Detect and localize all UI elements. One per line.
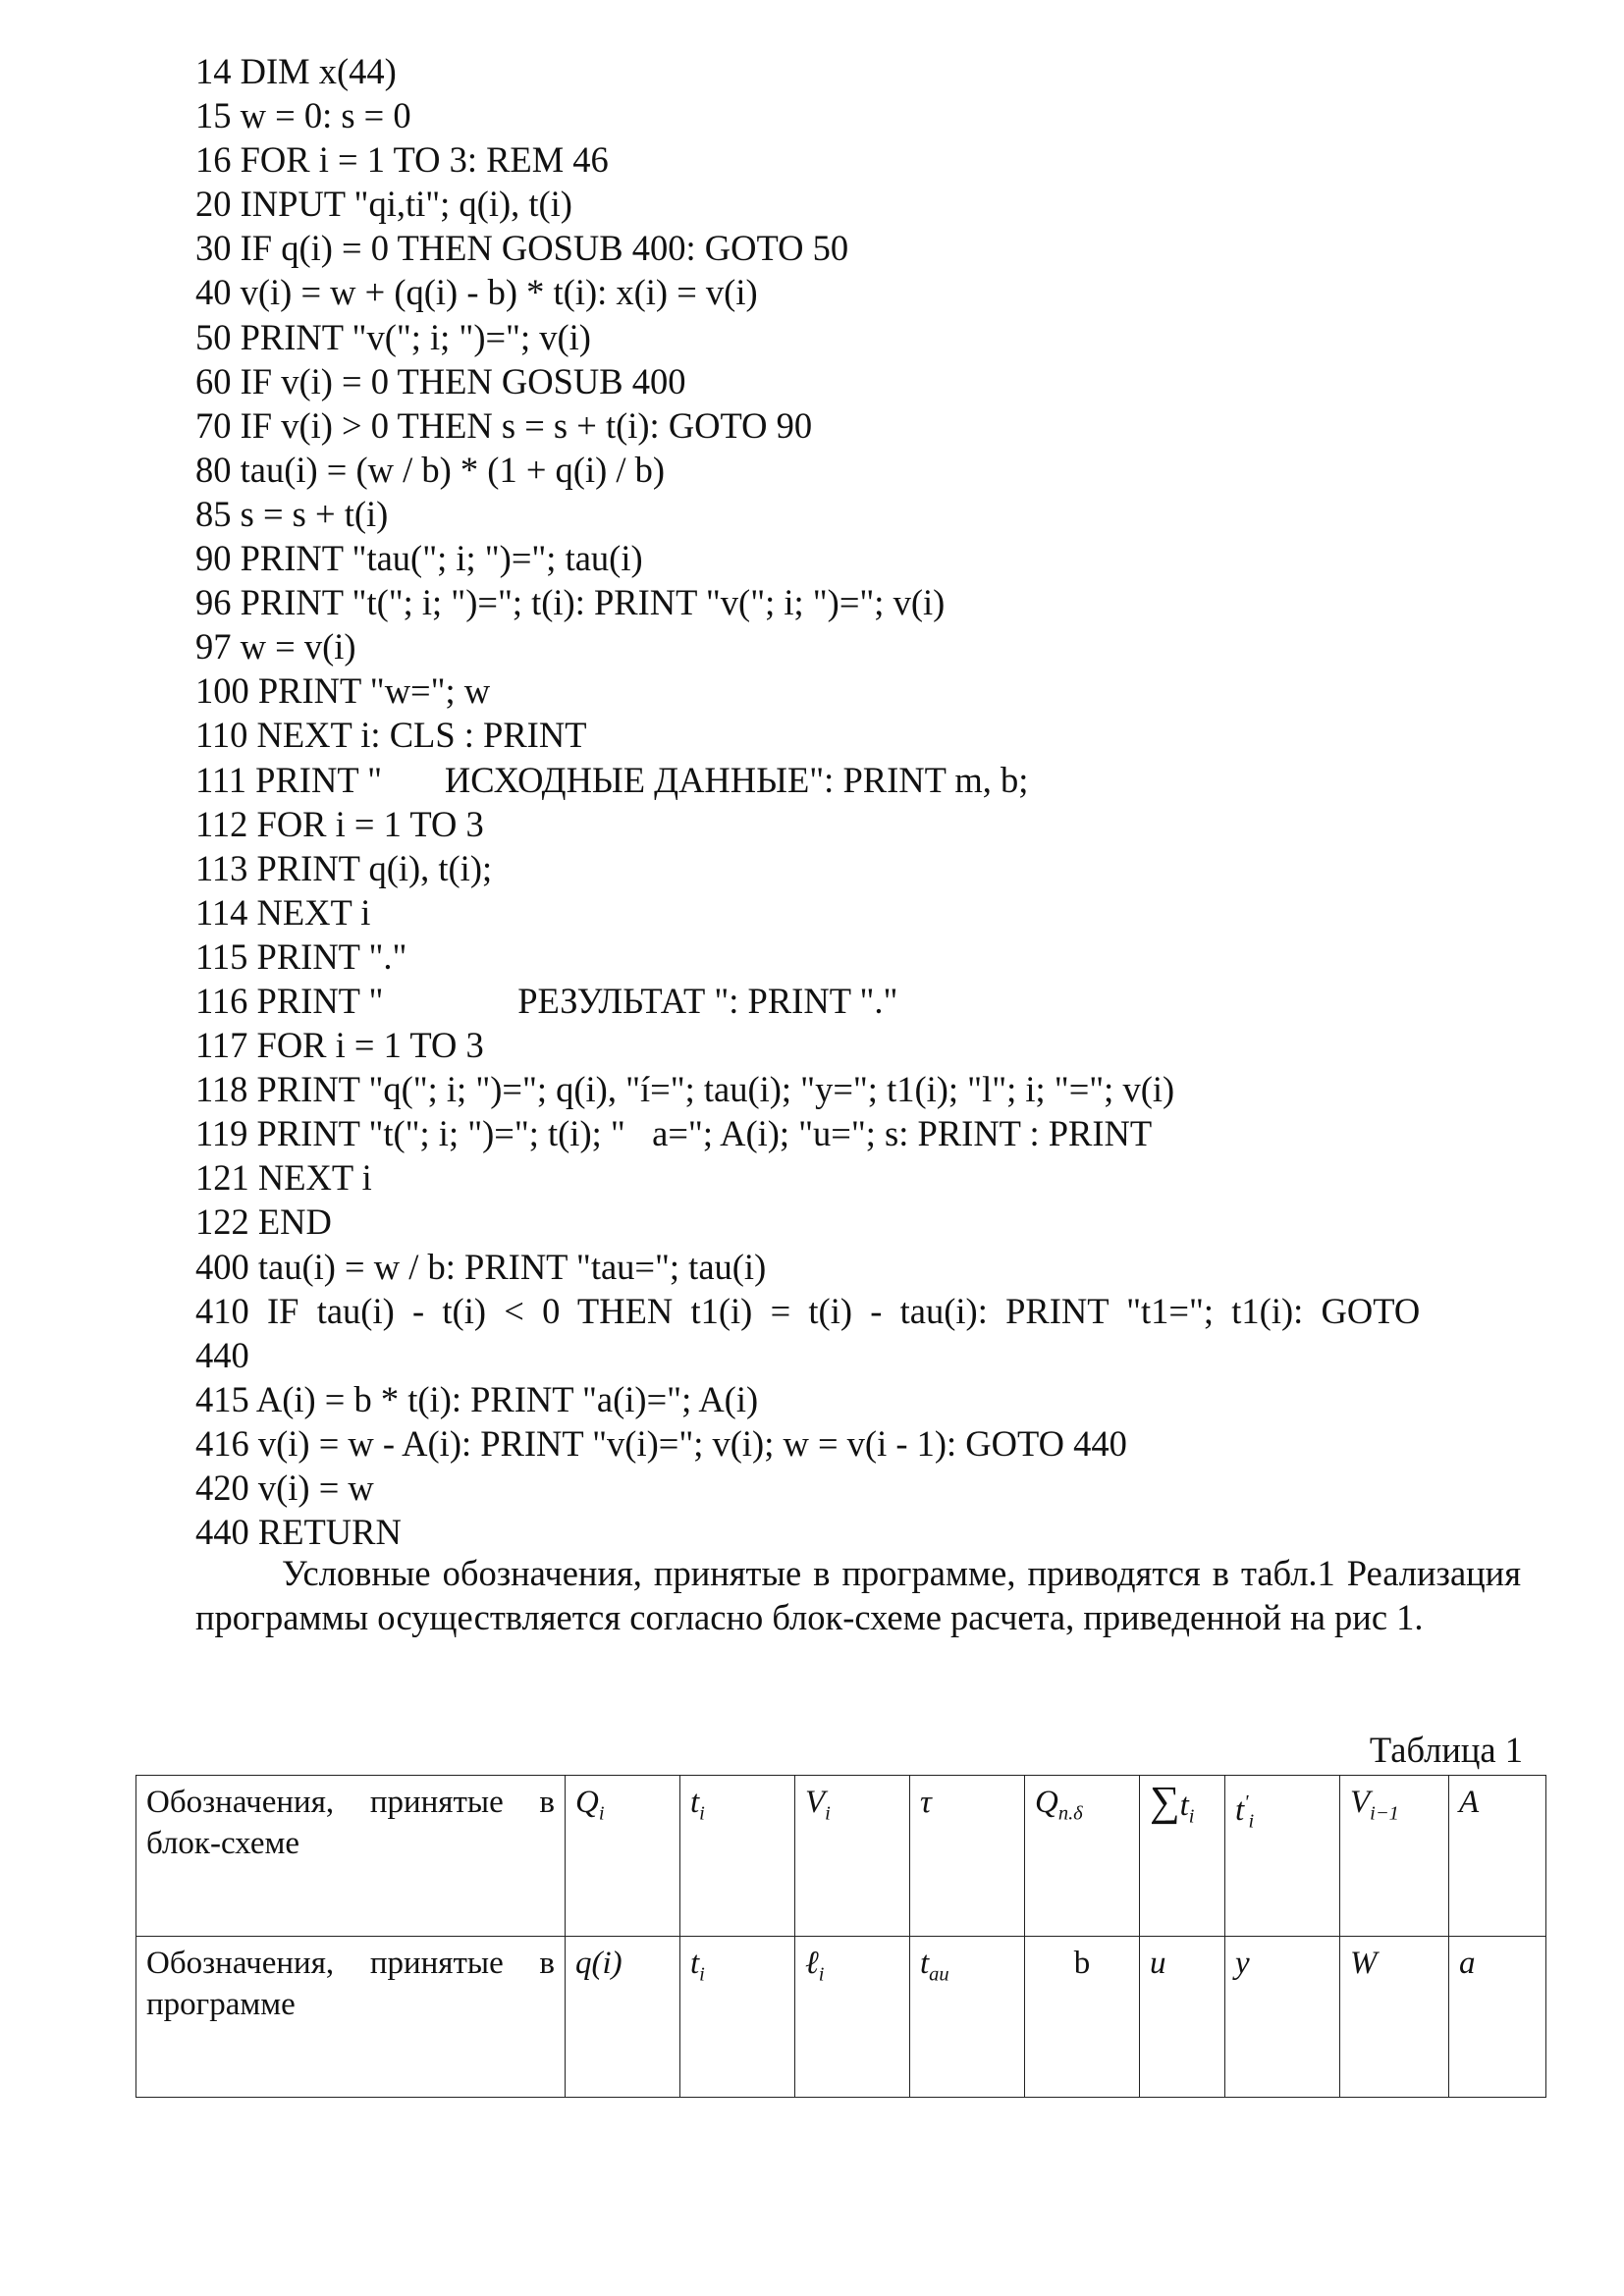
row-header-program: Обозначения, принятые в программе xyxy=(136,1937,566,2098)
symbol-cell: W xyxy=(1340,1937,1449,2098)
symbol-cell: $Q_i$ xyxy=(566,1776,680,1937)
code-listing xyxy=(195,49,1521,1554)
code-line: 30 IF q(i) = 0 THEN GOSUB 400: GOTO 50 xyxy=(195,228,849,269)
code-line: 100 PRINT "w="; w xyxy=(195,670,491,712)
symbol-cell: b xyxy=(1025,1937,1140,2098)
symbol-cell: u xyxy=(1140,1937,1225,2098)
table-row-flowchart xyxy=(136,1776,1546,1937)
paragraph-text: Условные обозначения, принятые в программе, приводятся в табл.1 Реализация программы осуществляется согласно блок-схеме расчета, приведенной на рис 1. xyxy=(195,1553,1521,1637)
symbol-cell: $t'_i$ xyxy=(1225,1776,1340,1937)
code-line: 410 IF tau(i) - t(i) < 0 THEN t1(i) = t(i) - tau(i): PRINT "t1="; t1(i): GOTO xyxy=(195,1290,1421,1331)
symbol-cell: a xyxy=(1449,1937,1546,2098)
code-line: 20 INPUT "qi,ti"; q(i), t(i) xyxy=(195,184,572,225)
code-line: 40 v(i) = w + (q(i) - b) * t(i): x(i) = v(i) xyxy=(195,272,758,313)
symbol-cell: $V_i$ xyxy=(795,1776,910,1937)
code-line: 114 NEXT i xyxy=(195,891,371,933)
code-line: 96 PRINT "t("; i; ")="; t(i): PRINT "v("; i; ")="; v(i) xyxy=(195,582,946,623)
code-line: 420 v(i) = w xyxy=(195,1468,374,1508)
symbol-cell: $\sum t_i$ xyxy=(1140,1776,1225,1937)
symbol-cell: $t_i$ xyxy=(680,1776,795,1937)
code-line: 111 PRINT " ИСХОДНЫЕ ДАННЫЕ": PRINT m, b; xyxy=(195,759,1029,800)
code-line: 118 PRINT "q("; i; ")="; q(i), "í="; tau(i); "y="; t1(i); "l"; i; "="; v(i) xyxy=(195,1069,1175,1110)
code-line: 119 PRINT "t("; i; ")="; t(i); " a="; A(i); "u="; s: PRINT : PRINT xyxy=(195,1113,1153,1154)
table-row-program xyxy=(136,1937,1546,2098)
code-line: 90 PRINT "tau("; i; ")="; tau(i) xyxy=(195,538,643,579)
code-line: 116 PRINT " РЕЗУЛЬТАТ ": PRINT "." xyxy=(195,980,898,1021)
code-line: 60 IF v(i) = 0 THEN GOSUB 400 xyxy=(195,360,686,401)
symbol-cell: $t_i$ xyxy=(680,1937,795,2098)
code-line: 110 NEXT i: CLS : PRINT xyxy=(195,715,587,756)
code-line: 112 FOR i = 1 TO 3 xyxy=(195,803,484,844)
description-paragraph xyxy=(195,1551,1521,1639)
code-line: 113 PRINT q(i), t(i); xyxy=(195,847,493,888)
code-line: 440 RETURN xyxy=(195,1512,402,1553)
code-line: 122 END xyxy=(195,1201,332,1243)
code-line: 415 A(i) = b * t(i): PRINT "a(i)="; A(i) xyxy=(195,1378,759,1419)
table-caption: Таблица 1 xyxy=(1369,1730,1523,1770)
symbol-cell: A xyxy=(1449,1776,1546,1937)
code-line: 115 PRINT "." xyxy=(195,935,407,977)
code-line: 97 w = v(i) xyxy=(195,626,356,667)
symbol-cell: $Q_{п.\delta}$ xyxy=(1025,1776,1140,1937)
code-line: 85 s = s + t(i) xyxy=(195,493,389,534)
code-line: 70 IF v(i) > 0 THEN s = s + t(i): GOTO 90 xyxy=(195,404,813,446)
code-line: 14 DIM x(44) xyxy=(195,51,397,91)
symbol-cell: q(i) xyxy=(566,1937,680,2098)
row-header-flowchart: Обозначения, принятые в блок-схеме xyxy=(136,1776,566,1937)
symbol-cell: $t_{au}$ xyxy=(910,1937,1025,2098)
code-line: 416 v(i) = w - A(i): PRINT "v(i)="; v(i); w = v(i - 1): GOTO 440 xyxy=(195,1422,1127,1464)
code-line: 117 FOR i = 1 TO 3 xyxy=(195,1025,484,1066)
code-line: 440 xyxy=(195,1334,249,1375)
symbol-cell: τ xyxy=(910,1776,1025,1937)
symbol-cell: $V_{i-1}$ xyxy=(1340,1776,1449,1937)
notation-table xyxy=(135,1775,1546,2098)
code-line: 16 FOR i = 1 TO 3: REM 46 xyxy=(195,139,609,181)
code-line: 400 tau(i) = w / b: PRINT "tau="; tau(i) xyxy=(195,1246,767,1287)
code-line: 15 w = 0: s = 0 xyxy=(195,95,411,136)
code-line: 80 tau(i) = (w / b) * (1 + q(i) / b) xyxy=(195,449,666,490)
code-line: 121 NEXT i xyxy=(195,1157,372,1199)
symbol-cell: y xyxy=(1225,1937,1340,2098)
symbol-cell: ℓ$_i$ xyxy=(795,1937,910,2098)
code-line: 50 PRINT "v("; i; ")="; v(i) xyxy=(195,316,591,357)
